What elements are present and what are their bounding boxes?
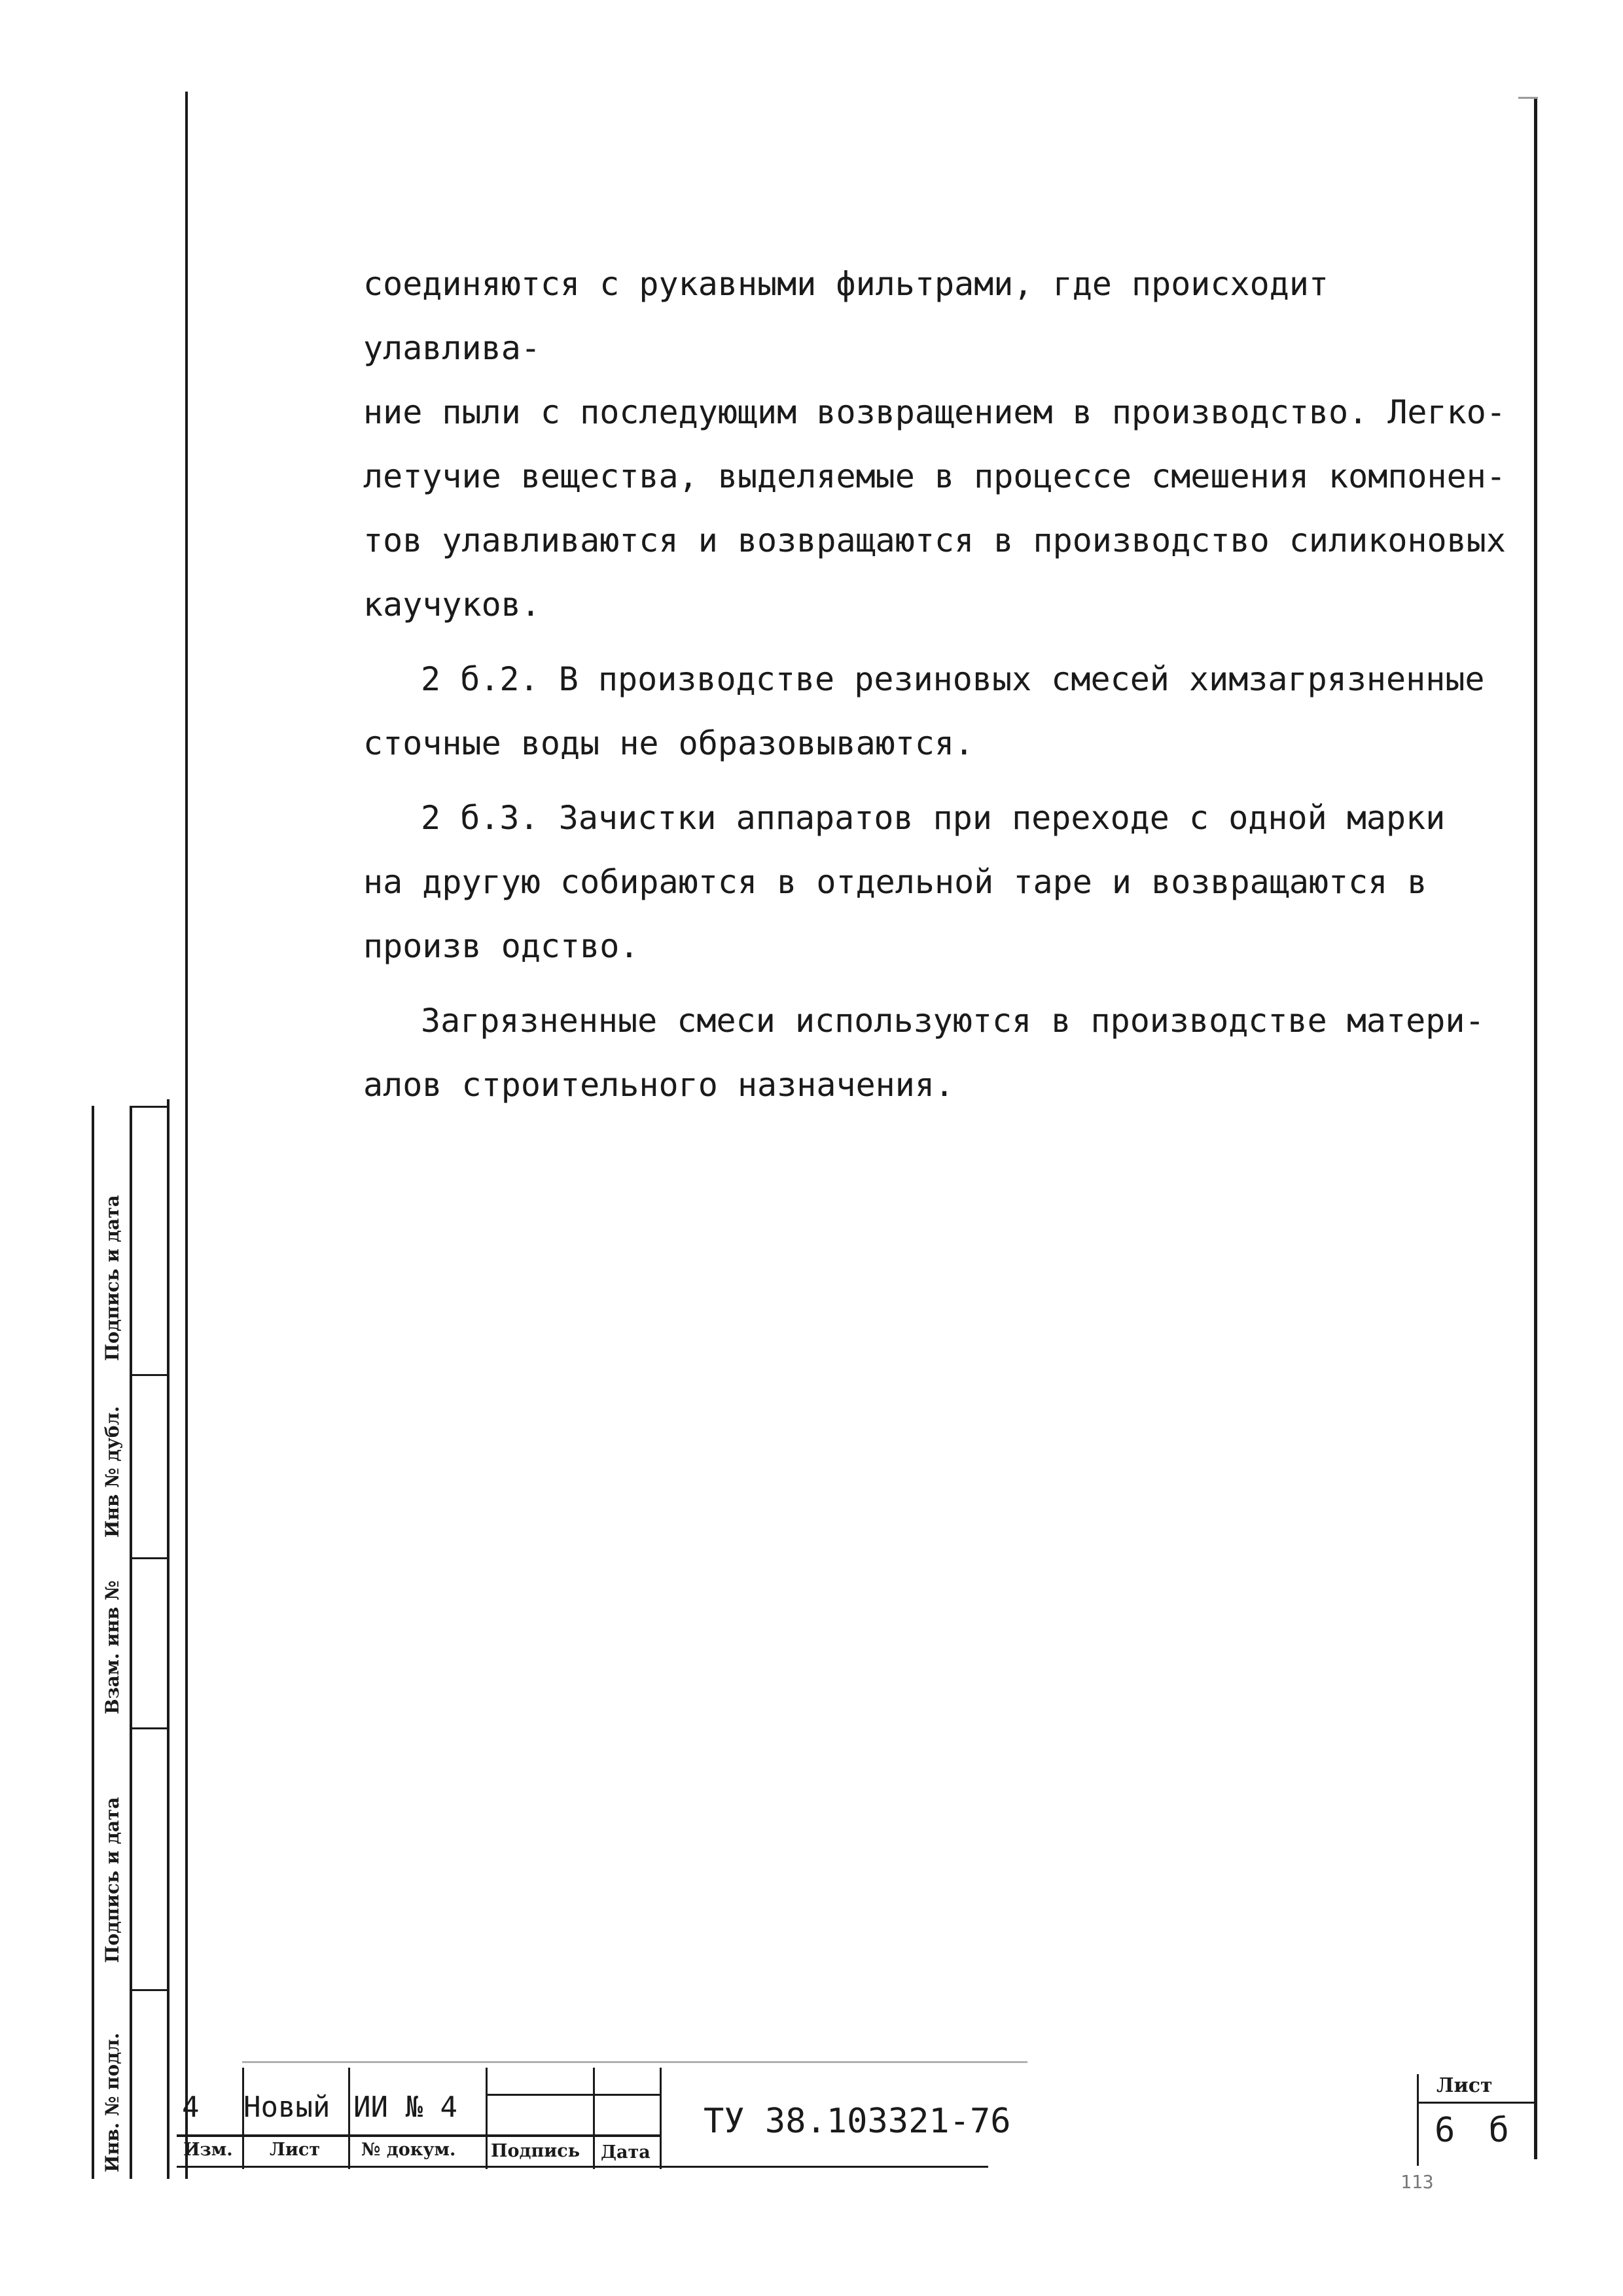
tb-col-5 xyxy=(660,2068,662,2169)
tb-col-2 xyxy=(348,2068,350,2169)
margin-label-dup-inv-no: Инв № дубл. xyxy=(101,1405,123,1538)
margin-label-signature-date-top: Подпись и дата xyxy=(101,1195,123,1361)
tb-col-3 xyxy=(486,2068,488,2169)
paragraph-3: 2 б.3. Зачистки аппаратов при переходе с одной марки на другую собираются в отдельной таре и возвращаются в произв одство. xyxy=(363,799,1446,965)
sheet-box-divider xyxy=(1417,2102,1536,2104)
margin-divider-3 xyxy=(130,1557,169,1559)
caption-doc-no: № докум. xyxy=(361,2140,456,2160)
paragraph-2: 2 б.2. В производстве резиновых смесей химзагрязненные сточные воды не образовываются. xyxy=(363,660,1485,762)
document-number-value: ИИ № 4 xyxy=(353,2091,457,2124)
margin-divider-5 xyxy=(130,1989,169,1991)
frame-right-line xyxy=(1534,98,1537,2159)
margin-divider-1 xyxy=(130,1106,169,1108)
sheet-value: Новый xyxy=(243,2091,330,2124)
sheet-number: 6 б xyxy=(1435,2111,1516,2150)
caption-signature: Подпись xyxy=(491,2141,580,2161)
title-block-top-dash xyxy=(242,2061,1027,2063)
margin-label-orig-inv-no: Инв. № подл. xyxy=(101,2032,123,2172)
margin-right-line xyxy=(167,1099,169,2179)
tb-col-4 xyxy=(593,2068,595,2169)
paragraph-1: соединяются с рукавными фильтрами, где происходит улавлива- ние пыли с последующим возвращением в производство. Легко- летучие вещества, выделяемые в процессе смешения компонен- тов улавливаются и возвращаются в производство силиконовых каучуков. xyxy=(363,265,1506,624)
frame-top-right-dash xyxy=(1518,97,1538,99)
margin-inner-line xyxy=(130,1106,132,2179)
caption-change: Изм. xyxy=(183,2140,233,2160)
sheet-caption: Лист xyxy=(1436,2074,1493,2097)
caption-date: Дата xyxy=(601,2142,651,2163)
frame-left-line xyxy=(185,92,188,2179)
margin-outer-line xyxy=(92,1106,94,2179)
page-stamp: 113 xyxy=(1400,2171,1434,2193)
caption-sheet: Лист xyxy=(270,2140,321,2160)
margin-label-replaced-inv-no: Взам. инв № xyxy=(101,1580,123,1714)
title-block-mid-line xyxy=(177,2134,661,2137)
change-number: 4 xyxy=(182,2091,200,2124)
paragraph-4: Загрязненные смеси используются в производстве матери- алов строительного назначения. xyxy=(363,1002,1485,1104)
sheet-box-left xyxy=(1417,2074,1419,2166)
margin-divider-4 xyxy=(130,1727,169,1729)
document-designation: ТУ 38.103321-76 xyxy=(704,2102,1011,2141)
margin-divider-2 xyxy=(130,1374,169,1376)
tb-sig-top-line xyxy=(488,2094,661,2096)
margin-label-signature-date-bottom: Подпись и дата xyxy=(101,1797,123,1963)
body-text xyxy=(363,252,1515,1127)
title-block-bottom-line xyxy=(177,2166,988,2168)
